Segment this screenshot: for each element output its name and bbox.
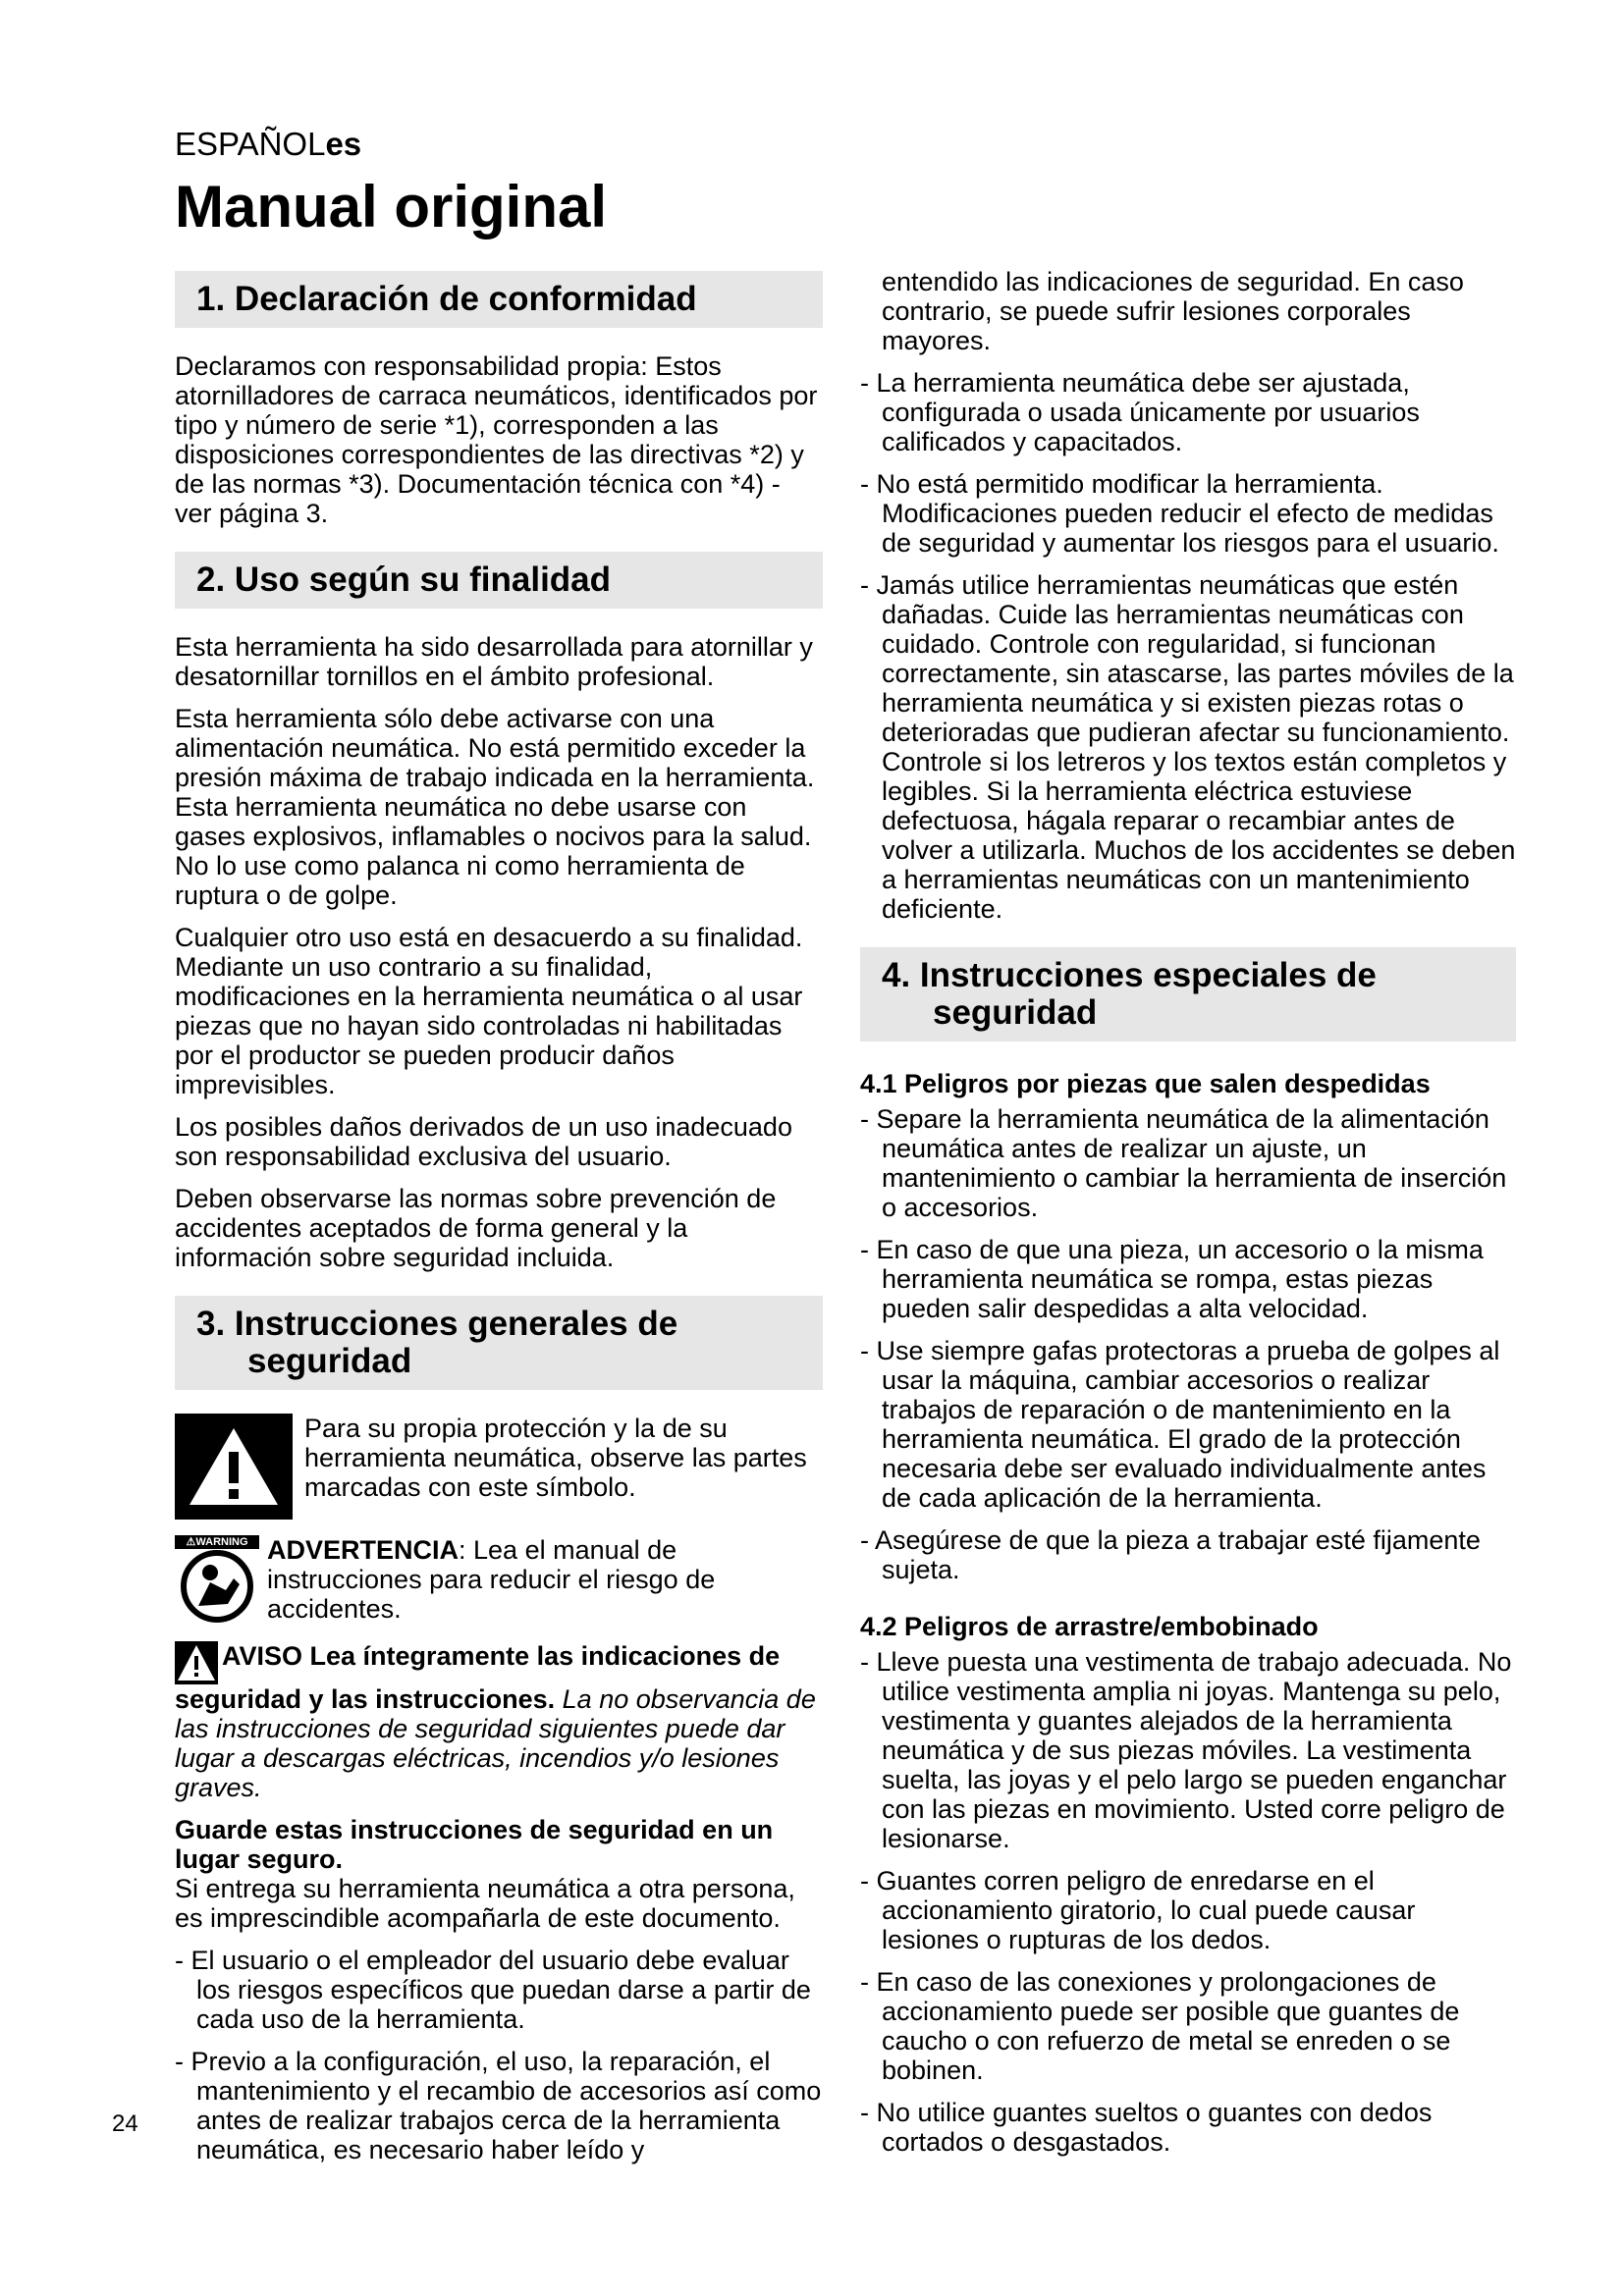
list-item: - No utilice guantes sueltos o guantes con dedos cortados o desgastados. xyxy=(860,2098,1433,2157)
section-2-paragraph: Los posibles daños derivados de un uso inadecuado son responsabilidad exclusiva del usuario. xyxy=(175,1112,792,1171)
list-item: - Guantes corren peligro de enredarse en el accionamiento giratorio, lo cual puede causar lesiones o rupturas de los dedos. xyxy=(860,1866,1416,1954)
continued-text: entendido las indicaciones de seguridad. En caso contrario, se puede sufrir lesiones corporales mayores. xyxy=(882,267,1464,355)
list-item: - Separe la herramienta neumática de la alimentación neumática antes de realizar un ajuste, un mantenimiento o cambiar la herramienta de inserción o accesorios. xyxy=(860,1104,1507,1222)
list-item: - Lleve puesta una vestimenta de trabajo adecuada. No utilice vestimenta amplia ni joyas. Mantenga su pelo, vestimenta y guantes alejados de la herramienta neumática y de sus piezas móviles. La vestimenta suelta, las joyas y el pelo largo se pueden enganchar con las piezas en movimiento. Usted corre peligro de lesionarse. xyxy=(860,1647,1512,1853)
safety-symbol-note xyxy=(175,1414,823,1520)
list-item: - Previo a la configuración, el uso, la reparación, el mantenimiento y el recambio de accesorios así como antes de realizar trabajos cerca de la herramienta neumática, es necesario haber leído y xyxy=(175,2047,822,2164)
section-1-heading: 1. Declaración de conformidad xyxy=(175,271,823,328)
right-column xyxy=(860,267,1516,2169)
list-item: - En caso de que una pieza, un accesorio o la misma herramienta neumática se rompa, estas piezas pueden salir despedidas a alta velocidad. xyxy=(860,1235,1484,1323)
list-item: - La herramienta neumática debe ser ajustada, configurada o usada únicamente por usuarios calificados y capacitados. xyxy=(860,368,1420,456)
warning-triangle-icon xyxy=(175,1414,293,1520)
list-item: - Jamás utilice herramientas neumáticas que estén dañadas. Cuide las herramientas neumáticas con cuidado. Controle con regularidad, si funcionan correctamente, sin atascarse, las partes móviles de la herramienta neumática y si existen piezas rotas o deterioradas que pudieran afectar su funcionamiento. Controle si los letreros y los textos están completos y legibles. Si la herramienta eléctrica estuviese defectuosa, hágala reparar o recambiar antes de volver a utilizarla. Muchos de los accidentes se deben a herramientas neumáticas con un mantenimiento deficiente. xyxy=(860,570,1516,924)
section-3-heading: 3. Instrucciones generales de seguridad xyxy=(175,1296,823,1390)
left-column xyxy=(175,271,823,2177)
subsection-4-2-heading: 4.2 Peligros de arrastre/embobinado xyxy=(860,1612,1319,1641)
section-4-heading: 4. Instrucciones especiales de seguridad xyxy=(860,947,1516,1041)
page-number: 24 xyxy=(112,2110,138,2137)
list-item: - Use siempre gafas protectoras a prueba de golpes al usar la máquina, cambiar accesorios o realizar trabajos de reparación o de mantenimiento en la herramienta neumática. El grado de la protección necesaria debe ser evaluado individualmente antes de cada aplicación de la herramienta. xyxy=(860,1336,1500,1513)
section-1-body: Declaramos con responsabilidad propia: Estos atornilladores de carraca neumáticos, identificados por tipo y número de serie *1), corresponden a las disposiciones correspondientes de las directivas *2) y de las normas *3). Documentación técnica con *4) - ver página 3. xyxy=(175,351,818,528)
aviso-italic-text: La no observancia de las instrucciones de seguridad siguientes puede dar lugar a descargas eléctricas, incendios y/o lesiones graves. xyxy=(175,1684,816,1802)
language-label xyxy=(175,126,361,163)
section-2-paragraph: Esta herramienta ha sido desarrollada para atornillar y desatornillar tornillos en el ámbito profesional. xyxy=(175,632,813,691)
read-manual-icon xyxy=(175,1535,259,1626)
advertencia-label: ADVERTENCIA xyxy=(267,1535,460,1565)
section-2-paragraph: Esta herramienta sólo debe activarse con una alimentación neumática. No está permitido exceder la presión máxima de trabajo indicada en la herramienta. Esta herramienta neumática no debe usarse con gases explosivos, inflamables o nocivos para la salud. No lo use como palanca ni como herramienta de ruptura o de golpe. xyxy=(175,704,815,910)
page-title: Manual original xyxy=(175,174,608,240)
section-2-paragraph: Cualquier otro uso está en desacuerdo a su finalidad. Mediante un uso contrario a su finalidad, modificaciones en la herramienta neumática o al usar piezas que no hayan sido controladas ni habilitadas por el productor se pueden producir daños imprevisibles. xyxy=(175,923,803,1099)
aviso-warning-icon xyxy=(175,1641,218,1684)
advertencia-body: : Lea el manual de instrucciones para reducir el riesgo de accidentes. xyxy=(267,1535,716,1624)
section-2-heading: 2. Uso según su finalidad xyxy=(175,552,823,609)
warning-label: ⚠WARNING xyxy=(175,1535,259,1549)
safety-symbol-text: Para su propia protección y la de su herramienta neumática, observe las partes marcadas con este símbolo. xyxy=(304,1414,807,1502)
keep-instructions-text: Si entrega su herramienta neumática a otra persona, es imprescindible acompañarla de este documento. xyxy=(175,1874,795,1933)
advertencia-text xyxy=(267,1535,823,1624)
list-item: - No está permitido modificar la herramienta. Modificaciones pueden reducir el efecto de medidas de seguridad y aumentar los riesgos para el usuario. xyxy=(860,469,1499,558)
subsection-4-1-heading: 4.1 Peligros por piezas que salen despedidas xyxy=(860,1069,1431,1098)
advertencia-note xyxy=(175,1535,823,1626)
aviso-note xyxy=(175,1641,823,1802)
list-item: - El usuario o el empleador del usuario debe evaluar los riesgos específicos que puedan darse a partir de cada uso de la herramienta. xyxy=(175,1946,811,2034)
keep-instructions-heading: Guarde estas instrucciones de seguridad en un lugar seguro. xyxy=(175,1815,774,1874)
language-code: es xyxy=(325,126,362,162)
list-item: - Asegúrese de que la pieza a trabajar esté fijamente sujeta. xyxy=(860,1525,1481,1584)
aviso-bold-text: AVISO Lea íntegramente las indicaciones de seguridad y las instrucciones. xyxy=(175,1641,781,1714)
section-2-paragraph: Deben observarse las normas sobre prevención de accidentes aceptados de forma general y la información sobre seguridad incluida. xyxy=(175,1184,777,1272)
list-item: - En caso de las conexiones y prolongaciones de accionamiento puede ser posible que guantes de caucho o con refuerzo de metal se enreden o se bobinen. xyxy=(860,1967,1460,2085)
language-name: ESPAÑOL xyxy=(175,126,326,162)
